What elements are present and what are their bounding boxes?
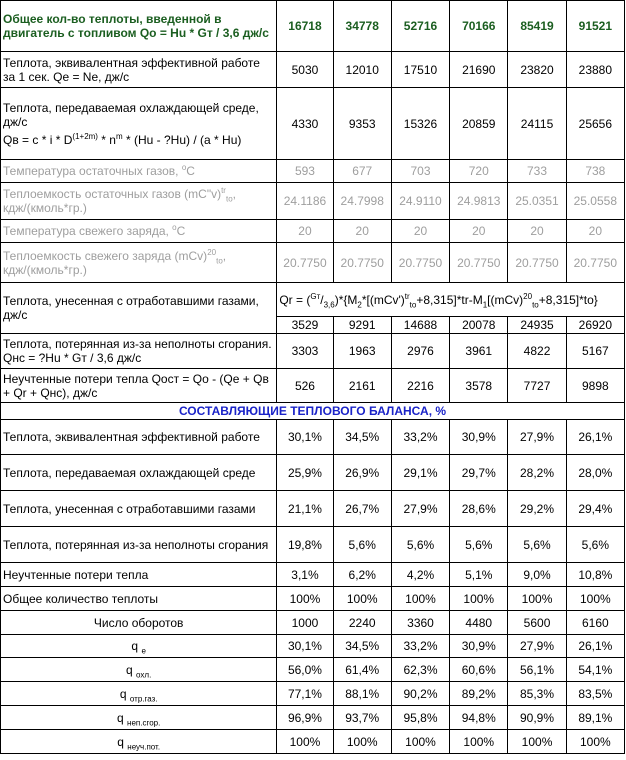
rpm-value[interactable]: 2240 bbox=[333, 611, 391, 635]
fresh-charge-capacity-value[interactable]: 20.7750 bbox=[450, 243, 508, 283]
balance-value[interactable]: 100% bbox=[450, 587, 508, 611]
incomplete-combustion-value[interactable]: 3961 bbox=[450, 334, 508, 369]
fresh-charge-capacity-value[interactable]: 20.7750 bbox=[566, 243, 624, 283]
q-value[interactable]: 54,1% bbox=[566, 658, 624, 682]
coolant-heat-value[interactable]: 24115 bbox=[508, 88, 566, 160]
fresh-charge-temp-value[interactable]: 20 bbox=[566, 220, 624, 243]
balance-value[interactable]: 5,6% bbox=[508, 527, 566, 563]
q-value[interactable]: 90,9% bbox=[508, 706, 566, 730]
q-value[interactable]: 85,3% bbox=[508, 682, 566, 706]
effective-work-heat-value[interactable]: 21690 bbox=[450, 52, 508, 88]
balance-value[interactable]: 25,9% bbox=[277, 455, 333, 491]
degree-sign: o bbox=[181, 163, 187, 172]
fresh-charge-capacity-value[interactable]: 20.7750 bbox=[508, 243, 566, 283]
formula-part: Qr = ( bbox=[279, 292, 311, 307]
q-value[interactable]: 61,4% bbox=[333, 658, 391, 682]
q-row bbox=[1, 682, 625, 706]
balance-value[interactable]: 26,9% bbox=[333, 455, 391, 491]
balance-value[interactable]: 30,9% bbox=[450, 420, 508, 455]
q-value[interactable]: 96,9% bbox=[277, 706, 333, 730]
q-value[interactable]: 56,1% bbox=[508, 658, 566, 682]
coolant-heat-value[interactable]: 25656 bbox=[566, 88, 624, 160]
balance-value[interactable]: 29,1% bbox=[391, 455, 449, 491]
q-value[interactable]: 100% bbox=[450, 730, 508, 754]
balance-row bbox=[1, 491, 625, 527]
balance-value[interactable]: 34,5% bbox=[333, 420, 391, 455]
balance-value[interactable]: 29,7% bbox=[450, 455, 508, 491]
q-value[interactable]: 83,5% bbox=[566, 682, 624, 706]
total-heat-value[interactable]: 16718 bbox=[277, 1, 333, 52]
q-value[interactable]: 27,9% bbox=[508, 635, 566, 658]
q-value[interactable]: 93,7% bbox=[333, 706, 391, 730]
rpm-value[interactable]: 3360 bbox=[391, 611, 449, 635]
q-value[interactable]: 62,3% bbox=[391, 658, 449, 682]
capacity-sup: tr bbox=[221, 186, 226, 195]
balance-row bbox=[1, 455, 625, 491]
formula-part: [(mCv) bbox=[487, 292, 524, 307]
section-title-row bbox=[1, 403, 625, 420]
effective-work-heat-value[interactable]: 23820 bbox=[508, 52, 566, 88]
exhaust-heat-value[interactable]: 24935 bbox=[508, 317, 566, 334]
coolant-heat-value[interactable]: 15326 bbox=[391, 88, 449, 160]
residual-gas-temp-value[interactable]: 703 bbox=[391, 160, 449, 183]
q-value[interactable]: 26,1% bbox=[566, 635, 624, 658]
balance-value[interactable]: 28,6% bbox=[450, 491, 508, 527]
fresh-charge-capacity-value[interactable]: 20.7750 bbox=[333, 243, 391, 283]
balance-value[interactable]: 19,8% bbox=[277, 527, 333, 563]
formula-part: *[(mCv') bbox=[361, 292, 405, 307]
formula-sub: 3,6 bbox=[323, 299, 335, 309]
balance-value[interactable]: 28,0% bbox=[566, 455, 624, 491]
q-value[interactable]: 100% bbox=[508, 730, 566, 754]
balance-value[interactable]: 100% bbox=[391, 587, 449, 611]
q-symbol: q bbox=[126, 662, 133, 677]
capacity-unit: , кдж/(кмоль*гр.) bbox=[3, 248, 227, 277]
rpm-value[interactable]: 5600 bbox=[508, 611, 566, 635]
balance-value[interactable]: 4,2% bbox=[391, 563, 449, 587]
fresh-charge-temp-text: Температура свежего заряда, bbox=[3, 224, 173, 238]
total-heat-value[interactable]: 34778 bbox=[333, 1, 391, 52]
effective-work-heat-value[interactable]: 17510 bbox=[391, 52, 449, 88]
exhaust-heat-value[interactable]: 14688 bbox=[391, 317, 449, 334]
total-heat-label: Общее кол-во теплоты, введенной в двигатель с топливом Qо = Hu * Gт / 3,6 дж/с bbox=[1, 1, 277, 52]
balance-value[interactable]: 100% bbox=[508, 587, 566, 611]
residual-gas-temp-value[interactable]: 738 bbox=[566, 160, 624, 183]
coolant-formula-part: * (Hu - ?Hu) / (a bbox=[122, 132, 211, 147]
formula-sub: 1 bbox=[482, 299, 488, 309]
capacity-sub: to bbox=[225, 194, 233, 204]
coolant-heat-row bbox=[1, 88, 625, 160]
q-value[interactable]: 30,1% bbox=[277, 635, 333, 658]
q-row bbox=[1, 658, 625, 682]
fresh-charge-capacity-value[interactable]: 20.7750 bbox=[391, 243, 449, 283]
exhaust-heat-row bbox=[1, 283, 625, 317]
fresh-charge-temp-value[interactable]: 20 bbox=[333, 220, 391, 243]
incomplete-combustion-row bbox=[1, 334, 625, 369]
capacity-sup: 20 bbox=[207, 247, 217, 257]
balance-value[interactable]: 5,6% bbox=[566, 527, 624, 563]
fresh-charge-capacity-text: Теплоемкость свежего заряда (mCv) bbox=[3, 248, 208, 263]
unaccounted-losses-value[interactable]: 2216 bbox=[391, 369, 449, 403]
q-sub: отр.газ. bbox=[129, 693, 158, 703]
q-row bbox=[1, 635, 625, 658]
balance-value[interactable]: 9,0% bbox=[508, 563, 566, 587]
balance-value[interactable]: 28,2% bbox=[508, 455, 566, 491]
q-symbol: q bbox=[117, 710, 124, 725]
q-sub: е bbox=[141, 646, 146, 656]
residual-gas-temp-label bbox=[1, 160, 277, 183]
balance-value[interactable]: 100% bbox=[566, 587, 624, 611]
unaccounted-losses-value[interactable]: 7727 bbox=[508, 369, 566, 403]
residual-gas-capacity-value[interactable]: 24.7998 bbox=[333, 183, 391, 220]
balance-label: Теплота, унесенная с отработавшими газами bbox=[1, 491, 277, 527]
total-heat-value[interactable]: 91521 bbox=[566, 1, 624, 52]
exhaust-heat-value[interactable]: 3529 bbox=[277, 317, 333, 334]
q-value[interactable]: 95,8% bbox=[391, 706, 449, 730]
rpm-row bbox=[1, 611, 625, 635]
q-value[interactable]: 33,2% bbox=[391, 635, 449, 658]
residual-gas-temp-value[interactable]: 593 bbox=[277, 160, 333, 183]
q-value[interactable]: 100% bbox=[391, 730, 449, 754]
balance-row bbox=[1, 563, 625, 587]
balance-label: Неучтенные потери тепла bbox=[1, 563, 277, 587]
total-heat-value[interactable]: 70166 bbox=[450, 1, 508, 52]
q-value[interactable]: 88,1% bbox=[333, 682, 391, 706]
q-value[interactable]: 60,6% bbox=[450, 658, 508, 682]
balance-row bbox=[1, 587, 625, 611]
balance-value[interactable]: 5,6% bbox=[450, 527, 508, 563]
residual-gas-capacity-row bbox=[1, 183, 625, 220]
unaccounted-losses-value[interactable]: 2161 bbox=[333, 369, 391, 403]
balance-value[interactable]: 29,2% bbox=[508, 491, 566, 527]
formula-sup: 20 bbox=[523, 291, 533, 301]
q-value[interactable]: 90,2% bbox=[391, 682, 449, 706]
fresh-charge-temp-label bbox=[1, 220, 277, 243]
fresh-charge-temp-value[interactable]: 20 bbox=[450, 220, 508, 243]
q-symbol: q bbox=[119, 686, 127, 701]
residual-gas-capacity-value[interactable]: 24.9110 bbox=[391, 183, 449, 220]
balance-value[interactable]: 5,1% bbox=[450, 563, 508, 587]
unaccounted-losses-row bbox=[1, 369, 625, 403]
balance-value[interactable]: 6,2% bbox=[333, 563, 391, 587]
balance-value[interactable]: 29,4% bbox=[566, 491, 624, 527]
effective-work-heat-label: Теплота, эквивалентная эффективной работе за 1 сек. Qе = Ne, дж/с bbox=[1, 52, 277, 88]
exhaust-heat-value[interactable]: 20078 bbox=[450, 317, 508, 334]
balance-label: Теплота, передаваемая охлаждающей среде bbox=[1, 455, 277, 491]
residual-gas-capacity-value[interactable]: 24.9813 bbox=[450, 183, 508, 220]
formula-sup: Gт bbox=[310, 291, 321, 301]
fresh-charge-temp-value[interactable]: 20 bbox=[391, 220, 449, 243]
residual-gas-capacity-value[interactable]: 25.0351 bbox=[508, 183, 566, 220]
effective-work-heat-value[interactable]: 12010 bbox=[333, 52, 391, 88]
residual-gas-temp-value[interactable]: 733 bbox=[508, 160, 566, 183]
coolant-formula-sup: m bbox=[115, 131, 123, 141]
residual-gas-capacity-value[interactable]: 25.0558 bbox=[566, 183, 624, 220]
coolant-heat-title: Теплота, передаваемая охлаждающей среде, дж/с bbox=[3, 100, 259, 129]
section-title: СОСТАВЛЯЮЩИЕ ТЕПЛОВОГО БАЛАНСА, % bbox=[1, 403, 625, 420]
q-value[interactable]: 100% bbox=[333, 730, 391, 754]
exhaust-heat-label: Теплота, унесенная с отработавшими газами, дж/с bbox=[1, 283, 277, 334]
residual-gas-capacity-text: Теплоемкость остаточных газов (mC"v) bbox=[3, 187, 222, 201]
balance-value[interactable]: 26,7% bbox=[333, 491, 391, 527]
coolant-heat-value[interactable]: 20859 bbox=[450, 88, 508, 160]
formula-part: / bbox=[320, 292, 324, 307]
capacity-unit: , кдж/(кмоль*гр.) bbox=[3, 187, 236, 215]
unaccounted-losses-label: Неучтенные потери тепла Qост = Qо - (Qе + Qв + Qr + Qнс), дж/с bbox=[1, 369, 277, 403]
coolant-heat-value[interactable]: 4330 bbox=[277, 88, 333, 160]
unaccounted-losses-value[interactable]: 526 bbox=[277, 369, 333, 403]
coolant-formula-sup: (1+2m) bbox=[72, 131, 98, 141]
celsius-unit: C bbox=[176, 224, 186, 238]
effective-work-heat-value[interactable]: 5030 bbox=[277, 52, 333, 88]
incomplete-combustion-value[interactable]: 1963 bbox=[333, 334, 391, 369]
q-value[interactable]: 100% bbox=[566, 730, 624, 754]
unaccounted-losses-value[interactable]: 3578 bbox=[450, 369, 508, 403]
formula-part: +8,315]*to} bbox=[538, 292, 598, 307]
rpm-value[interactable]: 1000 bbox=[277, 611, 333, 635]
q-value[interactable]: 34,5% bbox=[333, 635, 391, 658]
formula-sub: to bbox=[532, 299, 539, 309]
coolant-heat-label bbox=[1, 88, 277, 160]
q-row bbox=[1, 730, 625, 754]
balance-row bbox=[1, 527, 625, 563]
balance-value[interactable]: 100% bbox=[333, 587, 391, 611]
q-sub: неуч.пот. bbox=[127, 741, 161, 751]
q-value[interactable]: 100% bbox=[277, 730, 333, 754]
incomplete-combustion-value[interactable]: 3303 bbox=[277, 334, 333, 369]
celsius-unit: C bbox=[186, 164, 195, 178]
coolant-formula-part: * n bbox=[97, 132, 116, 147]
balance-value[interactable]: 21,1% bbox=[277, 491, 333, 527]
unaccounted-losses-value[interactable]: 9898 bbox=[566, 369, 624, 403]
q-value[interactable]: 30,9% bbox=[450, 635, 508, 658]
balance-value[interactable]: 10,8% bbox=[566, 563, 624, 587]
q-value[interactable]: 89,2% bbox=[450, 682, 508, 706]
incomplete-combustion-value[interactable]: 4822 bbox=[508, 334, 566, 369]
coolant-heat-formula bbox=[3, 133, 274, 147]
q-sub: неп.сгор. bbox=[127, 717, 161, 727]
balance-label: Теплота, потерянная из-за неполноты сгорания bbox=[1, 527, 277, 563]
fresh-charge-temp-value[interactable]: 20 bbox=[277, 220, 333, 243]
incomplete-combustion-value[interactable]: 2976 bbox=[391, 334, 449, 369]
residual-gas-temp-value[interactable]: 677 bbox=[333, 160, 391, 183]
q-label bbox=[1, 706, 277, 730]
balance-value[interactable]: 100% bbox=[277, 587, 333, 611]
coolant-formula-part: * Hu) bbox=[210, 132, 242, 147]
capacity-sub: to bbox=[216, 255, 223, 265]
q-label bbox=[1, 730, 277, 754]
effective-work-heat-value[interactable]: 23880 bbox=[566, 52, 624, 88]
balance-label: Общее количество теплоты bbox=[1, 587, 277, 611]
q-symbol: q bbox=[131, 639, 139, 653]
formula-sub: to bbox=[409, 299, 417, 309]
rpm-value[interactable]: 6160 bbox=[566, 611, 624, 635]
q-label bbox=[1, 682, 277, 706]
q-label bbox=[1, 658, 277, 682]
fresh-charge-capacity-value[interactable]: 20.7750 bbox=[277, 243, 333, 283]
exhaust-heat-formula bbox=[277, 283, 625, 317]
effective-work-heat-row bbox=[1, 52, 625, 88]
total-heat-value[interactable]: 52716 bbox=[391, 1, 449, 52]
balance-value[interactable]: 27,9% bbox=[391, 491, 449, 527]
balance-value[interactable]: 5,6% bbox=[391, 527, 449, 563]
q-value[interactable]: 56,0% bbox=[277, 658, 333, 682]
exhaust-heat-value[interactable]: 9291 bbox=[333, 317, 391, 334]
formula-sub: 2 bbox=[357, 299, 362, 309]
coolant-formula-part: Qв = с * i * D bbox=[3, 132, 73, 147]
balance-row bbox=[1, 420, 625, 455]
coolant-heat-value[interactable]: 9353 bbox=[333, 88, 391, 160]
balance-value[interactable]: 30,1% bbox=[277, 420, 333, 455]
incomplete-combustion-value[interactable]: 5167 bbox=[566, 334, 624, 369]
formula-part: )*{M bbox=[334, 292, 358, 307]
total-heat-row bbox=[1, 1, 625, 52]
balance-label: Теплота, эквивалентная эффективной работе bbox=[1, 420, 277, 455]
q-value[interactable]: 94,8% bbox=[450, 706, 508, 730]
q-value[interactable]: 89,1% bbox=[566, 706, 624, 730]
q-symbol: q bbox=[117, 734, 124, 749]
residual-gas-capacity-label bbox=[1, 183, 277, 220]
incomplete-combustion-label: Теплота, потерянная из-за неполноты сгорания. Qнс = ?Hu * Gт / 3,6 дж/с bbox=[1, 334, 277, 369]
balance-value[interactable]: 26,1% bbox=[566, 420, 624, 455]
residual-gas-temp-text: Температура остаточных газов, bbox=[3, 164, 182, 178]
residual-gas-temp-value[interactable]: 720 bbox=[450, 160, 508, 183]
degree-sign: o bbox=[172, 223, 177, 232]
residual-gas-temp-row bbox=[1, 160, 625, 183]
rpm-label: Число оборотов bbox=[1, 611, 277, 635]
q-value[interactable]: 77,1% bbox=[277, 682, 333, 706]
fresh-charge-temp-value[interactable]: 20 bbox=[508, 220, 566, 243]
q-label bbox=[1, 635, 277, 658]
balance-value[interactable]: 3,1% bbox=[277, 563, 333, 587]
residual-gas-capacity-value[interactable]: 24.1186 bbox=[277, 183, 333, 220]
fresh-charge-temp-row bbox=[1, 220, 625, 243]
fresh-charge-capacity-row bbox=[1, 243, 625, 283]
fresh-charge-capacity-label bbox=[1, 243, 277, 283]
formula-part: +8,315]*tr-M bbox=[416, 292, 483, 307]
total-heat-value[interactable]: 85419 bbox=[508, 1, 566, 52]
balance-value[interactable]: 33,2% bbox=[391, 420, 449, 455]
q-row bbox=[1, 706, 625, 730]
exhaust-heat-value[interactable]: 26920 bbox=[566, 317, 624, 334]
formula-sup: tr bbox=[404, 291, 410, 301]
q-sub: охл. bbox=[136, 669, 152, 679]
balance-value[interactable]: 27,9% bbox=[508, 420, 566, 455]
rpm-value[interactable]: 4480 bbox=[450, 611, 508, 635]
balance-value[interactable]: 5,6% bbox=[333, 527, 391, 563]
